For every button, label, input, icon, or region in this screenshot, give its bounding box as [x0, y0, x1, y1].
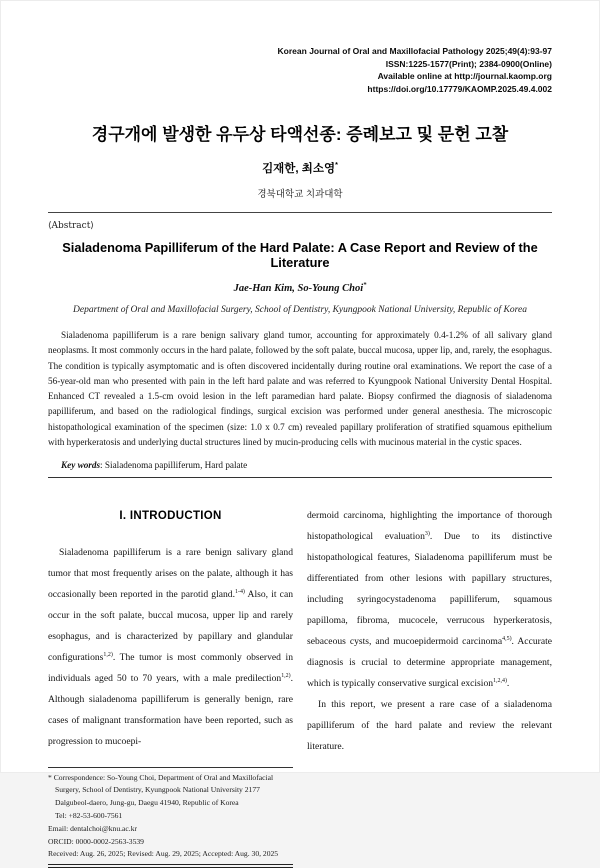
correspondence-footnote — [48, 767, 293, 868]
journal-citation-line: Korean Journal of Oral and Maxillofacial Pathology 2025;49(4):93-97 — [277, 46, 552, 56]
english-affiliation: Department of Oral and Maxillofacial Surgery, School of Dentistry, Kyungpook National University, Republic of Korea — [73, 305, 527, 315]
keywords-line — [48, 460, 552, 470]
received-dates-line: Received: Aug. 26, 2025; Revised: Aug. 29, 2025; Accepted: Aug. 30, 2025 — [48, 849, 279, 859]
introduction-closing-paragraph: In this report, we present a rare case of a sialadenoma papilliferum of the hard palate and review the relevant literature. — [307, 698, 552, 752]
english-authors — [48, 283, 552, 294]
korean-author-names: 김재한, 최소영 — [262, 163, 336, 175]
right-column — [307, 505, 552, 868]
orcid-line: ORCID: 0000-0002-2563-3539 — [48, 836, 144, 846]
correspondence-note: * Correspondence: So-Young Choi, Department of Oral and Maxillofacial Surgery, School of Dentistry, Kyungpook National University 2177 Dalgubeol-daero, Jung-gu, Daegu 41940, Republic of Korea — [48, 772, 274, 808]
english-corresponding-author-mark: * — [363, 281, 367, 289]
journal-issn-line: ISSN:1225-1577(Print); 2384-0900(Online) — [385, 58, 552, 69]
left-column — [48, 505, 293, 868]
keywords-text: Sialadenoma papilliferum, Hard palate — [104, 459, 248, 470]
journal-online-line: Available online at http://journal.kaomp.org — [377, 71, 552, 81]
korean-affiliation: 경북대학교 치과대학 — [257, 189, 343, 200]
korean-authors — [48, 160, 552, 176]
abstract-top-rule — [48, 212, 552, 213]
english-title: Sialadenoma Papilliferum of the Hard Palate: A Case Report and Review of the Literature — [62, 240, 538, 270]
introduction-heading: I. INTRODUCTION — [119, 509, 222, 522]
footnote-double-rule — [48, 864, 293, 868]
abstract-body: Sialadenoma papilliferum is a rare benign salivary gland tumor, accounting for approximately 0.4-1.2% of all salivary gland neoplasms. It most commonly occurs in the hard palate, followed by the soft palate, buccal mucosa, upper lip, and, rarely, the esophagus. The condition is typically asymptomatic and is often discovered incidentally during routine oral examinations. We report the case of a 56-year-old man who presented with pain in the left hard palate and was referred to Kyungpook National University Dental Hospital. Enhanced CT revealed a 1.5-cm ovoid lesion in the left paramedian hard palate. Biopsy confirmed the diagnosis of sialadenoma papilliferum, and based on the radiological findings, surgical excision was performed under general anesthesia. The microscopic histopathological examination of the specimen (size: 1.0 x 0.7 cm) revealed papillary proliferation of stratified squamous epithelium with hyperkeratosis and underlying ductal structures lined by mucin-producing cells with mucinous material in the cystic spaces. — [48, 330, 552, 448]
abstract-label: ⟨Abstract⟩ — [48, 221, 94, 231]
two-column-body — [48, 505, 552, 868]
korean-corresponding-author-mark: * — [335, 161, 338, 170]
journal-doi-line: https://doi.org/10.17779/KAOMP.2025.49.4.002 — [367, 83, 552, 94]
keywords-bottom-rule — [48, 477, 552, 478]
keywords-separator: : — [100, 459, 105, 470]
korean-title: 경구개에 발생한 유두상 타액선종: 증례보고 및 문헌 고찰 — [91, 125, 509, 144]
email-line: Email: dentalchoi@knu.ac.kr — [48, 823, 138, 833]
journal-header — [48, 45, 552, 95]
keywords-label: Key words — [61, 459, 101, 470]
introduction-paragraph-right: dermoid carcinoma, highlighting the importance of thorough histopathological evaluation$^{3)}$. Due to its distinctive histopathological features, Sialadenoma papilliferum must be differentiated from other lesions with papillary structures, including syringocystadenoma papilliferum, squamous papilloma, fibroma, mucocele, verrucous hyperkeratosis, sebaceous cysts, and mucoepidermoid carcinoma$^{4,5)}$. Accurate diagnosis is crucial to determine appropriate management, which is typically conservative surgical excision$^{1,2,4)}$. — [307, 509, 552, 689]
english-author-names: Jae-Han Kim, So-Young Choi — [233, 283, 364, 294]
tel-line: Tel: +82-53-600-7561 — [55, 810, 123, 820]
introduction-paragraph-left: Sialadenoma papilliferum is a rare benign salivary gland tumor that most frequently arises on the palate, although it has occasionally been reported in the parotid gland.$^{1-4)}$ Also, it can occur in the soft palate, buccal mucosa, upper lip and rarely esophagus, and is characterized by papillary and glandular configurations$^{1,2)}$. The tumor is most commonly observed in individuals aged 50 to 70 years, with a male predilection$^{1,2)}$. Although sialadenoma papilliferum is generally benign, rare cases of malignant transformation have been reported, such as progression to mucoepi- — [48, 546, 293, 747]
